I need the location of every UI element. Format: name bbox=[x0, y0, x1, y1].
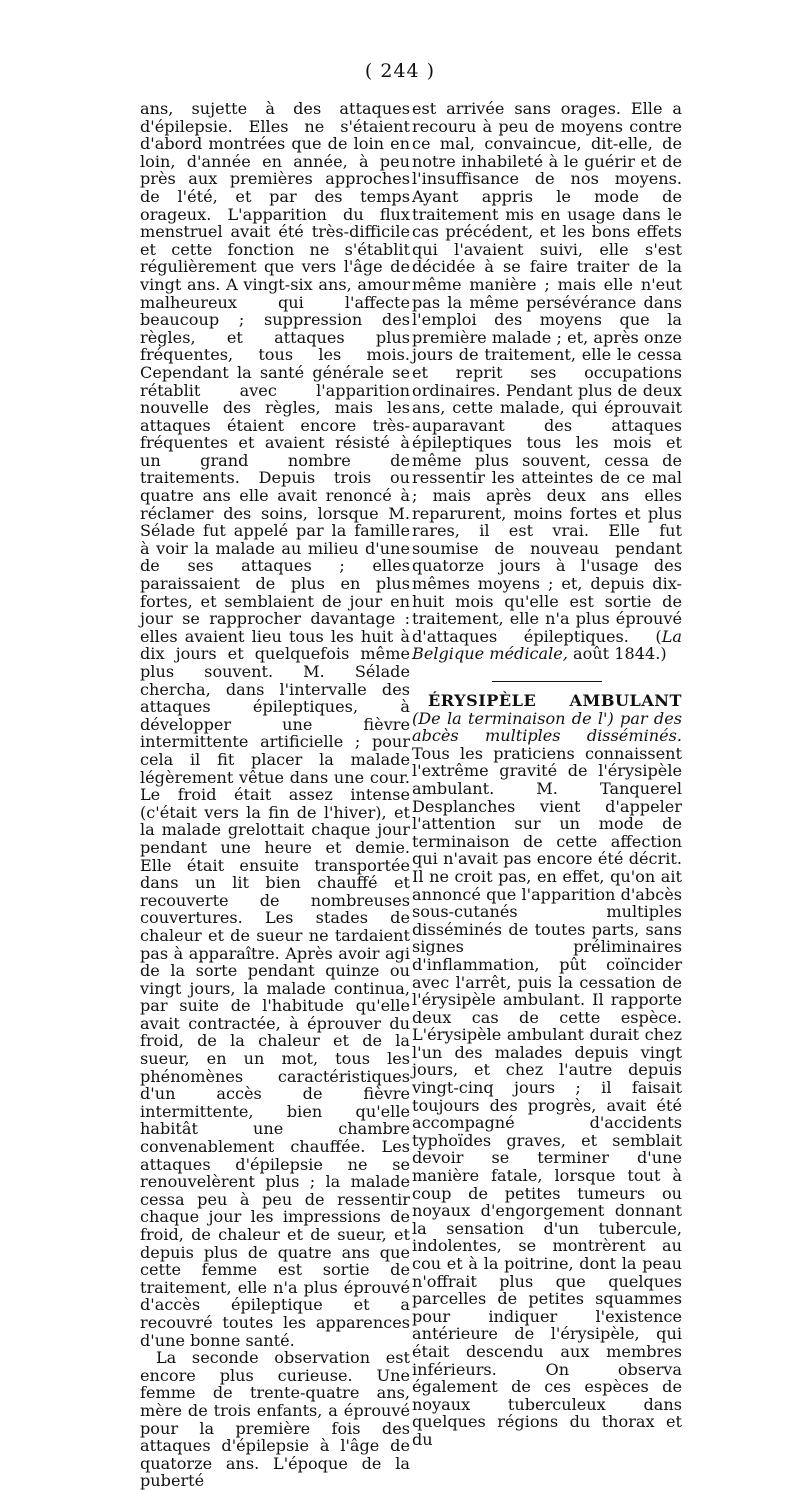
section-divider bbox=[492, 681, 602, 682]
left-paragraph-continuation: ans, sujette à des attaques d'épilepsie. Elles ne s'étaient d'abord montrées que de loin en loin, d'année en année, à peu près aux premières approches de l'été, et par des temps orageux. L'apparition du flux menstruel avait été très-difficile et cette fonction ne s'établit régulièrement que vers l'âge de vingt ans. A vingt-six ans, amour malheureux qui l'affecte beaucoup ; suppression des règles, et attaques plus fréquentes, tous les mois. Cependant la santé générale se rétablit avec l'apparition nouvelle des règles, mais les attaques étaient encore très-fréquentes et avaient résisté à un grand nombre de traitements. Depuis trois ou quatre ans elle avait renoncé à réclamer des soins, lorsque M. Sélade fut appelé par la famille à voir la malade au milieu d'une de ses attaques ; elles paraissaient de plus en plus fortes, et semblaient de jour en jour se rapprocher davantage : elles avaient lieu tous les huit à dix jours et quelquefois même plus souvent. M. Sélade chercha, dans l'intervalle des attaques épileptiques, à développer une fièvre intermittente artificielle ; pour cela il fit placer la malade légèrement vêtue dans une cour. Le froid était assez intense (c'était vers la fin de l'hiver), et la malade grelottait chaque jour pendant une heure et demie. Elle était ensuite transportée dans un lit bien chauffé et recouverte de nombreuses couvertures. Les stades de chaleur et de sueur ne tardaient pas à apparaître. Après avoir agi de la sorte pendant quinze ou vingt jours, la malade continua, par suite de l'habitude qu'elle avait contractée, à éprouver du froid, de la chaleur et de la sueur, en un mot, tous les phénomènes caractéristiques d'un accès de fièvre intermittente, bien qu'elle habitât une chambre convenablement chauffée. Les attaques d'épilepsie ne se renouvelèrent plus ; la malade cessa peu à peu de ressentir chaque jour les impressions de froid, de chaleur et de sueur, et depuis plus de quatre ans que cette femme est sortie de traitement, elle n'a plus éprouvé d'accès épileptique et a recouvré toutes les apparences d'une bonne santé. bbox=[140, 99, 410, 1350]
article-subtitle: (De la terminaison de l') par des abcès multiples disséminés. bbox=[412, 708, 682, 746]
article-heading: ÉRYSIPÈLE AMBULANT bbox=[428, 691, 682, 710]
right-paragraph-continuation bbox=[412, 100, 682, 663]
right-column bbox=[412, 100, 682, 1449]
citation-date: août 1844.) bbox=[573, 644, 667, 664]
left-column bbox=[140, 100, 410, 1490]
article-body: Tous les praticiens connaissent l'extrême gravité de l'érysipèle ambulant. M. Tanquerel Desplanches vient d'appeler l'attention sur un mode de terminaison de cette affection qui n'avait pas encore été décrit. Il ne croit pas, en effet, qu'on ait annoncé que l'apparition d'abcès sous-cutanés multiples disséminés de toutes parts, sans signes préliminaires d'inflammation, pût coïncider avec l'arrêt, puis la cessation de l'érysipèle ambulant. Il rapporte deux cas de cette espèce. L'érysipèle ambulant durait chez l'un des malades depuis vingt jours, et chez l'autre depuis vingt-cinq jours ; il faisait toujours des progrès, avait été accompagné d'accidents typhoïdes graves, et semblait devoir se terminer d'une manière fatale, lorsque tout à coup de petites tumeurs ou noyaux d'engorgement donnant la sensation d'un tubercule, indolentes, se montrèrent au cou et à la poitrine, dont la peau n'offrait plus que quelques parcelles de petites squammes pour indiquer l'existence antérieure de l'érysipèle, qui était descendu aux membres inférieurs. On observa également de ces espèces de noyaux tuberculeux dans quelques régions du thorax et du bbox=[412, 743, 682, 1449]
right-paragraph-text: est arrivée sans orages. Elle a recouru à peu de moyens contre ce mal, convaincue, dit-elle, de notre inhabileté à le guérir et de l'insuffisance de nos moyens. Ayant appris le mode de traitement mis en usage dans le cas précédent, et les bons effets qui l'avaient suivi, elle s'est décidée à se faire traiter de la même manière ; mais elle n'eut pas la même persévérance dans l'emploi des moyens que la première malade ; et, après onze jours de traitement, elle le cessa et reprit ses occupations ordinaires. Pendant plus de deux ans, cette malade, qui éprouvait auparavant des attaques épileptiques tous les mois et même plus souvent, cessa de ressentir les atteintes de ce mal ; mais après deux ans elles reparurent, moins fortes et plus rares, il est vrai. Elle fut soumise de nouveau pendant quatorze jours à l'usage des mêmes moyens ; et, depuis dix-huit mois qu'elle est sortie de traitement, elle n'a plus éprouvé d'attaques épileptiques. ( bbox=[412, 99, 682, 646]
citation-journal: La Belgique médicale, bbox=[412, 626, 682, 664]
article-erysipele bbox=[412, 692, 682, 1449]
page-number: ( 244 ) bbox=[364, 60, 436, 82]
left-paragraph-second-observation: La seconde observation est encore plus curieuse. Une femme de trente-quatre ans, mère de trois enfants, a éprouvé pour la première fois des attaques d'épilepsie à l'âge de quatorze ans. L'époque de la puberté bbox=[140, 1348, 410, 1490]
